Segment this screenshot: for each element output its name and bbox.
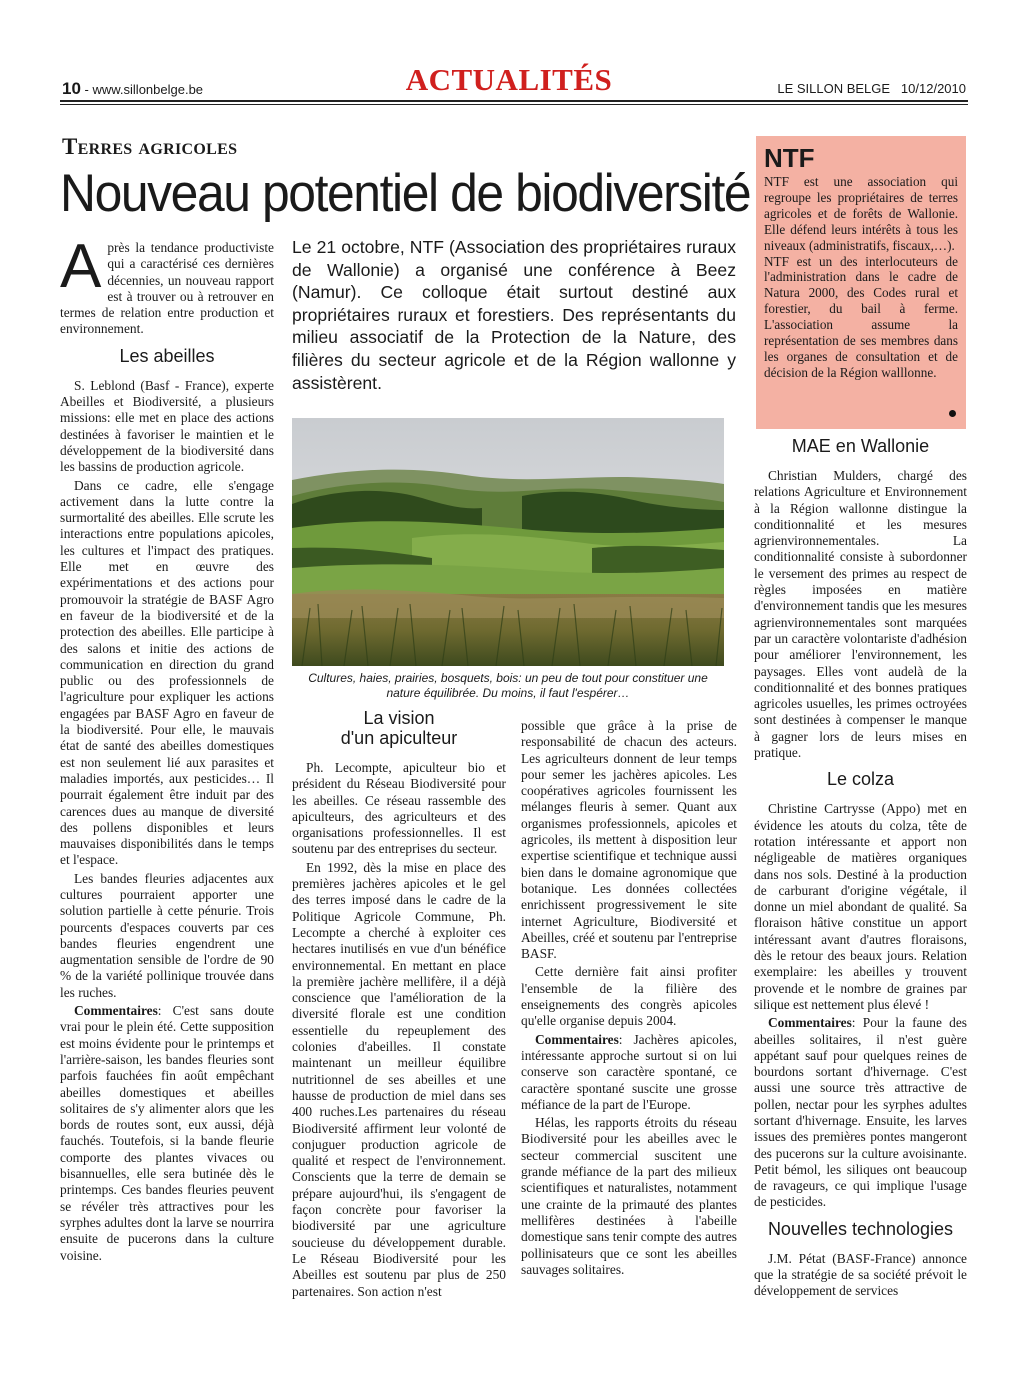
ntf-p1: NTF est une association qui regroupe les propriétaires de terres agricoles et de forêts de Wallonie. Elle défend leurs intérêts à tous les niveaux (administratifs, fiscaux,…). <box>764 174 958 253</box>
column-4 <box>754 436 967 1302</box>
mae-p1: Christian Mulders, chargé des relations Agriculture et Environnement à la Région wallonne distingue la conditionnalité et les mesures agrienvironnementales. La conditionnalité consiste à subordonner le versement des primes au respect de règles imposées en matière d'environnement tandis que les mesures agrienvironnementales sont marquées par un caractère volontariste d'adhésion pour améliorer l'environnement, les paysages. Elles vont audelà de la conditionnalité et des bonnes pratiques agricoles usuelles, les primes octroyées sont destinées à compenser le manque à gagner lors de leurs mises en pratique. <box>754 468 967 761</box>
column-1 <box>60 232 274 1266</box>
publication-info <box>777 81 966 96</box>
colza-p2-text: : Pour la faune des abeilles solitaires, il n'est guère appétant sauf pour quelques reines de bourdons sortant d'hivernage. C'est aussi une source très attractive de pollen, nectar pour les syrphes adultes sortant d'hivernage. Ensuite, les larves issues des premières pontes mangeront des pucerons sur la culture avoisinante. Petit bémol, les siliques ont beaucoup de ravageurs, ce qui implique l'usage de pesticides. <box>754 1015 967 1210</box>
drop-cap: A <box>60 232 102 301</box>
site-url[interactable]: - www.sillonbelge.be <box>80 82 204 97</box>
vision-p1: Ph. Lecompte, apiculteur bio et président du Réseau Biodiversité pour les abeilles. Ce réseau rassemble des apiculteurs, des agriculteurs et des organisations professionnelles. Il est soutenu par des entreprises du secteur. <box>292 760 506 857</box>
ntf-title: NTF <box>764 143 815 173</box>
subheading-tech: Nouvelles technologies <box>767 1218 954 1239</box>
issue-date: 10/12/2010 <box>900 81 966 96</box>
abeilles-p1: S. Leblond (Basf - France), experte Abeilles et Biodiversité, a plusieurs missions: elle met en place des actions destinées à favoriser le maintien et le développement de la biodiversité dans les bassins de production agricole. <box>60 377 274 475</box>
vision-p3: possible que grâce à la prise de responsabilité de chacun des acteurs. Les agriculteurs donnent de leur temps pour semer les jachères apicoles. Les coopératives agricoles fournissent les mélanges fleuris à semer. Quant aux organismes professionnels, apicoles et agricoles, ils mettent à disposition leur expertise scientifique et technique aussi bien dans le domaine agronomique que botanique. Les données collectées enrichissent progressivement le site internet Agriculture, Biodiversité et Abeilles, créé et soutenu par l'entreprise BASF. <box>521 718 737 962</box>
vision-p5-text: : Jachères apicoles, intéressante approche surtout si on lui conserve son caractère spontané, ce caractère spontané suscite une grosse méfiance de la part de l'Europe. <box>521 1031 737 1112</box>
header-rule-thin <box>60 104 968 105</box>
colza-p1: Christine Cartrysse (Appo) met en évidence les atouts du colza, tête de rotation intéressante et apport non négligeable de matières organiques dans nos sols. Destiné à la production de carburant d'origine végétale, il donne un miel abondant de qualité. Sa floraison hâtive constitue un apport intéressant avant d'autres floraisons, dès le retour des beaux jours. Relation exemplaire: les abeilles y trouvent provende et le nombre de graines par silique est nettement plus élevé ! <box>754 801 967 1012</box>
colza-p2 <box>754 1015 967 1211</box>
vision-p2: En 1992, dès la mise en place des premières jachères apicoles et le gel des terres imposé dans le cadre de la Politique Agricole Commune, Ph. Lecompte a cherché à exploiter ces hectares inutilisés en vue d'un bénéfice environnemental. En mettant en place la première jachère mellifère, il a déjà conscience que l'amélioration de la diversité florale est une condition essentielle du repeuplement des colonies d'abeilles. Il constate maintenant un meilleur équilibre nutritionnel de ses abeilles et une hausse de production de miel dans ses 400 ruches.Les partenaires du réseau Biodiversité affirment leur volonté de conjuguer production agricole de qualité et respect de l'environnement. Conscients que la terre de demain se prépare aujourd'hui, ils s'engagent de façon concrète pour favoriser la biodiversité par une agriculture soucieuse du développement durable. Le Réseau Biodiversité pour les Abeilles est soutenu par plus de 250 partenaires. Son action n'est <box>292 859 506 1299</box>
ntf-sidebar-box <box>756 136 966 429</box>
abeilles-p3: Les bandes fleuries adjacentes aux cultures pourraient apporter une solution partielle à cette pénurie. Trois pourcents d'espaces couverts par ces bandes fleuries engendrent une augmentation sensible de l'ordre de 90 % de la variété pollinique trouvée dans les ruches. <box>60 870 274 1000</box>
comment-label: Commentaires <box>535 1031 619 1047</box>
page-number: 10 <box>62 79 81 98</box>
intro-text: près la tendance productiviste qui a caractérisé ces dernières décennies, un nouveau rapport est à trouver ou à retrouver en termes de relation entre production et environnement. <box>60 240 274 337</box>
column-2 <box>292 708 506 1302</box>
publication-name: LE SILLON BELGE <box>777 81 891 96</box>
subheading-colza: Le colza <box>826 769 895 790</box>
abeilles-p2: Dans ce cadre, elle s'engage activement dans la lutte contre la surmortalité des abeilles. Elle scrute les interactions entre populations apicoles, les cultures et l'impact des pratiques. Elle met en œuvre des expérimentations et des actions pour promouvoir la stratégie de BASF Agro en faveur de la biodiversité et de la protection des abeilles. Elle participe à des salons et initie des actions de communication en direction du grand public ou des professionnels de l'agriculture pour expliquer les actions engagées par BASF Agro en faveur de la biodiversité. Pour elle, le mauvais état de santé des abeilles domestiques est non seulement lié aux parasites et maladies importés, aux pesticides… Il pourrait également être induit par des carences dues au manque de diversité des pollens disponibles et leurs mauvaises disponibilités dans le temps et l'espace. <box>60 477 274 868</box>
end-bullet-icon <box>949 410 956 417</box>
ntf-body <box>764 174 958 381</box>
ntf-p2: NTF est un des interlocuteurs de l'administration dans le cadre de Natura 2000, des Codes rural et forestier, du bail à ferme. L'association assume la représentation de ses membres dans les organes de consultation et de décision de la Région walllonne. <box>764 253 958 380</box>
vision-heading-line2: d'un apiculteur <box>340 728 458 748</box>
photo-caption: Cultures, haies, prairies, bosquets, bois: un peu de tout pour constituer une nature équilibrée. Du moins, il faut l'espérer… <box>308 671 708 700</box>
section-title: ACTUALITÉS <box>405 62 613 97</box>
subheading-mae: MAE en Wallonie <box>791 436 930 456</box>
intro-paragraph <box>60 232 274 338</box>
article-kicker: Terres agricoles <box>62 134 238 159</box>
landscape-photo <box>292 418 724 666</box>
vision-p4: Cette dernière fait ainsi profiter l'ensemble de la filière des enseignements des congrès apicoles qu'elle organise depuis 2004. <box>521 964 737 1029</box>
tech-p1: J.M. Pétat (BASF-France) annonce que la stratégie de sa société prévoit le développement de services <box>754 1250 967 1299</box>
column-3 <box>521 718 737 1280</box>
header-rule <box>60 100 968 102</box>
article-headline: Nouveau potentiel de biodiversité <box>60 164 751 223</box>
vision-p5 <box>521 1032 737 1113</box>
subheading-abeilles: Les abeilles <box>119 345 215 366</box>
lede-paragraph: Le 21 octobre, NTF (Association des propriétaires ruraux de Wallonie) a organisé une conférence à Beez (Namur). Ce colloque était surtout destiné aux propriétaires ruraux et forestiers. Des représentants du milieu associatif de la Protection de la Nature, des filières du secteur agricole et de la Région wallonne y assistèrent. <box>292 237 736 393</box>
abeilles-p4 <box>60 1003 274 1264</box>
abeilles-p4-text: : C'est sans doute vrai pour le plein été. Cette supposition est moins évidente pour le printemps et l'arrière-saison, les bandes fleuries sont parfois fauchées fin août empêchant abeilles domestiques et abeilles solitaires de s'y alimenter alors que les bords de routes sont, eux aussi, déjà fauchés. Toutefois, si la bande fleurie comporte des plantes vivaces ou bisannuelles, elle sera butinée dès le printemps. Ces bandes fleuries peuvent se révéler très attractives pour les syrphes adultes dont la larve se nourrira ensuite de pucerons dans la culture voisine. <box>60 1003 274 1263</box>
subheading-vision <box>292 708 506 748</box>
landscape-illustration <box>292 418 724 666</box>
comment-label: Commentaires <box>768 1015 852 1031</box>
vision-heading-line1: La vision <box>363 708 435 728</box>
comment-label: Commentaires <box>74 1003 158 1019</box>
vision-p6: Hélas, les rapports étroits du réseau Biodiversité pour les abeilles avec le secteur commercial suscitent une grande méfiance de la part des milieux scientifiques et naturalistes, notamment une crainte de la primauté des plantes mellifères destinées à l'abeille domestique sans tenir compte des autres pollinisateurs que ce sont les abeilles sauvages solitaires. <box>521 1115 737 1277</box>
